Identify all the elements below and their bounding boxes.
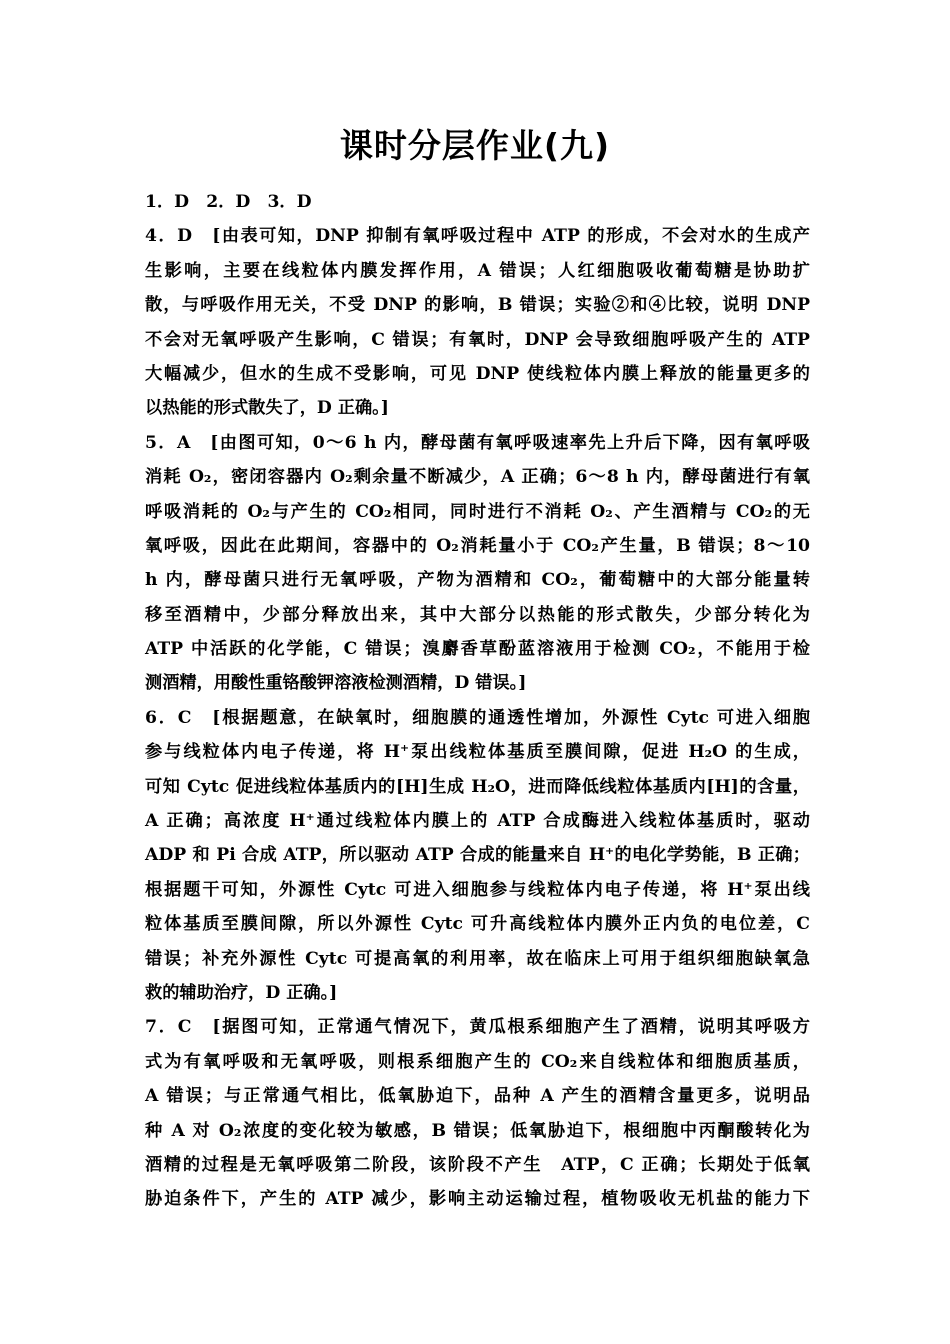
answer-line-27: A 错误；与正常通气相比，低氧胁迫下，品种 A 产生的酒精含量更多，说明品 [145,1086,810,1107]
answer-line-21: 根据题干可知，外源性 Cytc 可进入细胞参与线粒体内电子传递，将 H⁺泵出线 [145,879,810,900]
answer-line-28: 种 A 对 O₂浓度的变化较为敏感，B 错误；低氧胁迫下，根细胞中丙酮酸转化为 [145,1120,810,1141]
answer-line-16: 6．C [根据题意，在缺氧时，细胞膜的通透性增加，外源性 Cytc 可进入细胞 [145,707,810,728]
answer-line-3: 生影响，主要在线粒体内膜发挥作用，A 错误；人红细胞吸收葡萄糖是协助扩 [145,260,810,281]
answer-line-11: 氧呼吸，因此在此期间，容器中的 O₂消耗量小于 CO₂产生量，B 错误；8～10 [145,535,810,556]
answer-line-2: 4．D [由表可知，DNP 抑制有氧呼吸过程中 ATP 的形成，不会对水的生成产 [145,226,810,247]
answer-line-29: 酒精的过程是无氧呼吸第二阶段，该阶段不产生 ATP，C 正确；长期处于低氧 [145,1154,810,1175]
answer-line-7: 以热能的形式散失了，D 正确。] [145,398,389,419]
answer-line-5: 不会对无氧呼吸产生影响，C 错误；有氧时，DNP 会导致细胞呼吸产生的 ATP [145,329,810,350]
answer-line-14: ATP 中活跃的化学能，C 错误；溴麝香草酚蓝溶液用于检测 CO₂，不能用于检 [145,639,810,660]
answer-line-13: 移至酒精中，少部分释放出来，其中大部分以热能的形式散失，少部分转化为 [145,604,810,625]
answer-line-24: 救的辅助治疗，D 正确。] [145,982,338,1003]
answer-line-9: 消耗 O₂，密闭容器内 O₂剩余量不断减少，A 正确；6～8 h 内，酵母菌进行有氧 [145,467,810,488]
answer-line-18: 可知 Cytc 促进线粒体基质内的[H]生成 H₂O，进而降低线粒体基质内[H]的含量， [145,776,810,797]
answer-line-19: A 正确；高浓度 H⁺通过线粒体内膜上的 ATP 合成酶进入线粒体基质时，驱动 [145,811,810,832]
page-title: 课时分层作业(九) [339,126,611,165]
answer-line-30: 胁迫条件下，产生的 ATP 减少，影响主动运输过程，植物吸收无机盐的能力下 [145,1189,810,1210]
answer-line-1: 1．D 2．D 3．D [145,192,312,212]
answer-line-6: 大幅减少，但水的生成不受影响，可见 DNP 使线粒体内膜上释放的能量更多的 [145,363,810,384]
answer-line-12: h 内，酵母菌只进行无氧呼吸，产物为酒精和 CO₂，葡萄糖中的大部分能量转 [145,570,810,591]
answer-line-17: 参与线粒体内电子传递，将 H⁺泵出线粒体基质至膜间隙，促进 H₂O 的生成， [145,742,810,763]
answer-text [145,185,810,1217]
answer-line-23: 错误；补充外源性 Cytc 可提高氧的利用率，故在临床上可用于组织细胞缺氧急 [145,948,810,969]
answer-line-25: 7．C [据图可知，正常通气情况下，黄瓜根系细胞产生了酒精，说明其呼吸方 [145,1017,810,1038]
answer-line-10: 呼吸消耗的 O₂与产生的 CO₂相同，同时进行不消耗 O₂、产生酒精与 CO₂的无 [145,501,810,522]
answer-line-22: 粒体基质至膜间隙，所以外源性 Cytc 可升高线粒体内膜外正内负的电位差，C [145,914,810,935]
answer-line-26: 式为有氧呼吸和无氧呼吸，则根系细胞产生的 CO₂来自线粒体和细胞质基质， [145,1051,810,1072]
answer-line-15: 测酒精，用酸性重铬酸钾溶液检测酒精，D 错误。] [145,673,527,694]
answer-line-4: 散，与呼吸作用无关，不受 DNP 的影响，B 错误；实验②和④比较，说明 DNP [145,295,810,316]
answer-line-20: ADP 和 Pi 合成 ATP，所以驱动 ATP 合成的能量来自 H⁺的电化学势能，B 正确； [145,845,810,866]
answer-line-8: 5．A [由图可知，0～6 h 内，酵母菌有氧呼吸速率先上升后下降，因有氧呼吸 [145,432,810,453]
